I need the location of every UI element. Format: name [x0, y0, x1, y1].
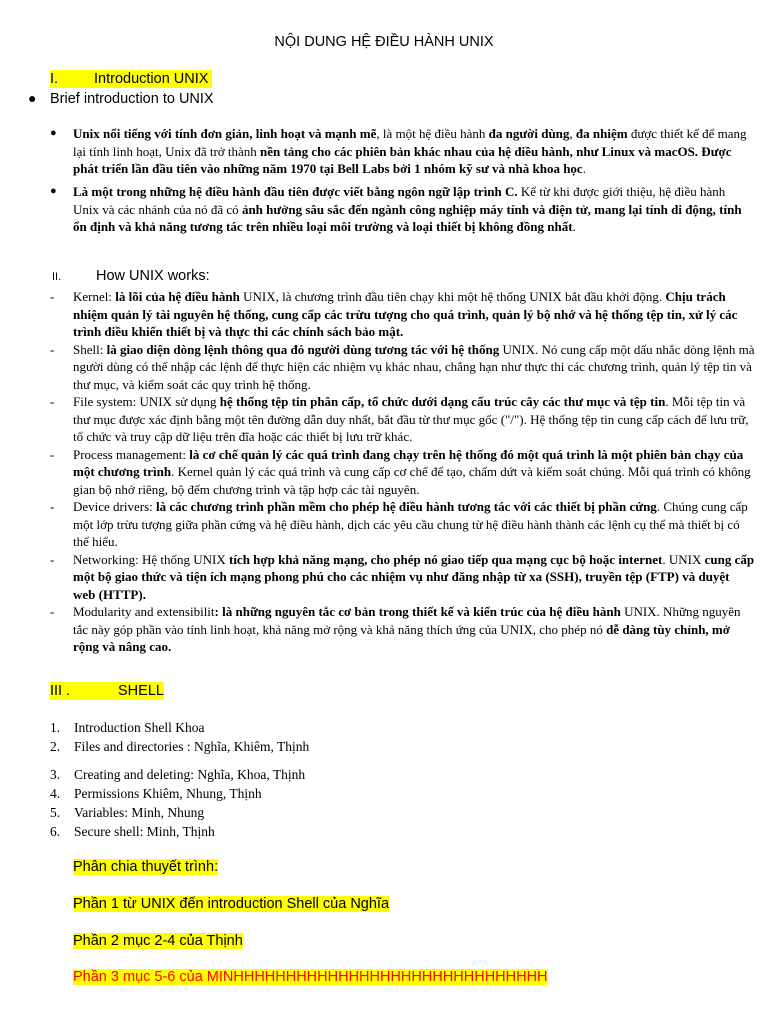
list-item	[50, 551, 755, 604]
section-1-heading	[50, 70, 212, 88]
text-run: được thiết kế để mang lại tính linh hoạt, Unix đã trở thành	[73, 126, 747, 159]
item-text: Secure shell: Minh, Thịnh	[74, 824, 215, 839]
section-2-heading	[52, 268, 210, 284]
list-item	[50, 765, 305, 784]
item-number: 2.	[50, 739, 61, 754]
bold-run: là giao diện dòng lệnh thông qua đó người dùng tương tác với hệ thống	[106, 341, 500, 357]
list-item	[50, 288, 755, 341]
item-number: 5.	[50, 805, 61, 820]
dash-icon: -	[50, 604, 55, 619]
presentation-split-heading: Phân chia thuyết trình:	[73, 859, 219, 875]
list-item	[50, 822, 305, 841]
item-text: Files and directories : Nghĩa, Khiêm, Thịnh	[74, 739, 310, 754]
brief-intro-bullet	[28, 90, 214, 107]
list-item	[50, 737, 309, 756]
list-item	[50, 498, 755, 551]
text-run: ,	[569, 126, 576, 141]
text-run: Networking: Hệ thống UNIX	[73, 551, 229, 567]
section-2-number: II.	[52, 271, 62, 283]
note-part-1: Phần 1 từ UNIX đến introduction Shell của Nghĩa	[73, 896, 390, 912]
item-text	[73, 446, 755, 499]
section-2-label: How UNIX works:	[96, 268, 210, 284]
text-run: UNIX. Nó cung cấp một dấu nhắc dòng lệnh mà người dùng có thể nhập các lệnh để thực hiện các nhiệm vụ khác nhau, chẳng hạn như thực thi các chương trình, quản lý tệp tin và thư mục, và kiểm soát các quy trình hệ thống.	[73, 341, 755, 392]
item-text	[73, 603, 755, 656]
item-number: 1.	[50, 720, 61, 735]
text-run: . Kernel quản lý các quá trình và cung cấp cơ chế để tạo, chấm dứt và kiểm soát chúng. Mỗi quá trình có không gian bộ nhớ riêng, bộ đếm chương trình và tập hợp các tài nguyên.	[73, 464, 751, 497]
bold-run: đa nhiệm	[575, 126, 628, 141]
list-item	[50, 603, 755, 656]
bold-run: dễ dàng tùy chỉnh, mở rộng và nâng cao.	[73, 621, 730, 654]
item-text: Permissions Khiêm, Nhung, Thịnh	[74, 786, 262, 801]
item-number: 4.	[50, 786, 61, 801]
dash-icon: -	[50, 446, 55, 462]
paragraph-text	[73, 183, 750, 236]
text-run: File system: UNIX sử dụng	[73, 394, 220, 409]
item-number: 6.	[50, 824, 61, 839]
bold-run: đa người dùng	[488, 126, 570, 141]
list-item	[50, 446, 755, 499]
bold-run: là lõi của hệ điều hành	[115, 289, 240, 304]
section-1-number: I.	[50, 71, 59, 87]
list-item	[50, 718, 309, 737]
bold-run: Chịu trách nhiệm quản lý tài nguyên hệ thống, cung cấp các trừu tượng cho quá trình, quản lý bộ nhớ và hệ thống tệp tin, xử lý các trình điều khiển thiết bị và thực thi các chính sách bảo mật.	[73, 289, 738, 339]
note-part-2: Phần 2 mục 2-4 của Thịnh	[73, 933, 243, 949]
text-run: , là một hệ điều hành	[376, 126, 489, 141]
list-item	[50, 393, 755, 446]
item-text: Introduction Shell Khoa	[74, 720, 205, 735]
list-item	[50, 784, 305, 803]
shell-list-b	[50, 765, 305, 841]
bold-run: Unix nổi tiếng với tính đơn giản, linh hoạt và mạnh mẽ	[73, 126, 377, 141]
dash-icon: -	[50, 551, 55, 567]
paragraph-text	[73, 125, 750, 178]
text-run: Modularity and extensibilit	[73, 604, 215, 619]
bold-run: tích hợp khả năng mạng, cho phép nó giao tiếp qua mạng cục bộ hoặc internet	[228, 551, 663, 567]
item-text: Creating and deleting: Nghĩa, Khoa, Thịnh	[74, 767, 306, 782]
bold-run: Là một trong những hệ điều hành đầu tiên được viết bằng ngôn ngữ lập trình C.	[73, 184, 518, 199]
text-run: Process management:	[73, 446, 190, 462]
text-run: UNIX. Những nguyên tắc này góp phần vào tính linh hoạt, khả năng mở rộng và khả năng thích ứng của UNIX, cho phép nó	[73, 604, 741, 637]
text-run: UNIX, là chương trình đầu tiên chạy khi một hệ thống UNIX bắt đầu khởi động.	[239, 289, 666, 304]
dash-icon: -	[50, 499, 55, 514]
shell-list-a	[50, 718, 309, 756]
brief-intro-text: Brief introduction to UNIX	[50, 91, 214, 107]
item-text	[73, 288, 755, 341]
text-run: .	[582, 161, 586, 176]
bold-run: nền tảng cho các phiên bản khác nhau của hệ điều hành, như Linux và macOS. Được phát triển lần đầu tiên vào những năm 1970 tại Bell Labs bởi 1 nhóm kỹ sư và nhà khoa học	[73, 143, 732, 176]
bold-run: cung cấp một bộ giao thức và tiện ích mạng phong phú cho các nhiệm vụ như đăng nhập từ xa (SSH), truyền tệp (FTP) và duyệt web (HTTP).	[73, 551, 755, 602]
dash-icon: -	[50, 394, 55, 409]
text-run: .	[572, 219, 576, 234]
bold-run: hệ thống tệp tin phân cấp, tổ chức dưới dạng cấu trúc cây các thư mục và tệp tin	[219, 394, 666, 409]
list-item	[50, 803, 305, 822]
how-unix-works-list	[50, 288, 755, 656]
bullet-icon: ●	[28, 90, 37, 106]
text-run: Kernel:	[73, 289, 116, 304]
item-text	[73, 393, 755, 446]
list-item	[50, 341, 755, 394]
dash-icon: -	[50, 341, 55, 357]
section-3-label: SHELL	[118, 683, 164, 699]
bold-run: ảnh hưởng sâu sắc đến ngành công nghiệp máy tính và điện tử, mang lại tính di động, tính ổn định và khả năng tương tác trên nhiều loại môi trường và loại thiết bị không đồng nhất	[73, 201, 742, 234]
page-title: NỘI DUNG HỆ ĐIỀU HÀNH UNIX	[274, 34, 494, 50]
section-3-number: III .	[50, 683, 71, 699]
text-run: . Mỗi tệp tin và thư mục được xác định bằng một tên đường dẫn duy nhất, bắt đầu từ thư mục gốc ("/"). Hệ thống tệp tin cung cấp cách để lưu trữ, tổ chức và truy cập dữ liệu trên đĩa hoặc các thiết bị lưu trữ khác.	[73, 394, 749, 444]
item-text	[73, 498, 755, 551]
bullet-icon: ●	[50, 127, 57, 139]
dash-icon: -	[50, 289, 55, 304]
text-run: Shell:	[73, 341, 107, 357]
text-run: Device drivers:	[73, 499, 157, 514]
intro-paragraph-1	[50, 125, 750, 178]
section-1-label: Introduction UNIX	[94, 71, 209, 87]
item-text	[73, 551, 755, 604]
item-text: Variables: Minh, Nhung	[74, 805, 205, 820]
text-run: Kể từ khi được giới thiệu, hệ điều hành Unix và các nhánh của nó đã có	[73, 184, 726, 217]
intro-paragraph-2	[50, 183, 750, 236]
text-run: . UNIX	[662, 551, 705, 567]
item-text	[73, 341, 755, 394]
bold-run: : là những nguyên tắc cơ bản trong thiết kế và kiến trúc của hệ điều hành	[214, 604, 621, 619]
text-run: . Chúng cung cấp một lớp trừu tượng giữa phần cứng và hệ điều hành, dịch các yêu cầu chung từ hệ điều hành thành các lệnh cụ thể mà thiết bị có thể hiểu.	[73, 499, 748, 549]
bullet-icon: ●	[50, 185, 57, 197]
note-part-3: Phần 3 mục 5-6 của MINHHHHHHHHHHHHHHHHHHHHHHHHHHHHHH	[73, 969, 548, 985]
bold-run: là cơ chế quản lý các quá trình đang chạy trên hệ thống đó một quá trình là một phiên bản chạy của một chương trình	[73, 446, 744, 479]
section-3-heading	[50, 682, 164, 700]
item-number: 3.	[50, 767, 61, 782]
bold-run: là các chương trình phần mềm cho phép hệ điều hành tương tác với các thiết bị phần cứng	[156, 499, 657, 514]
